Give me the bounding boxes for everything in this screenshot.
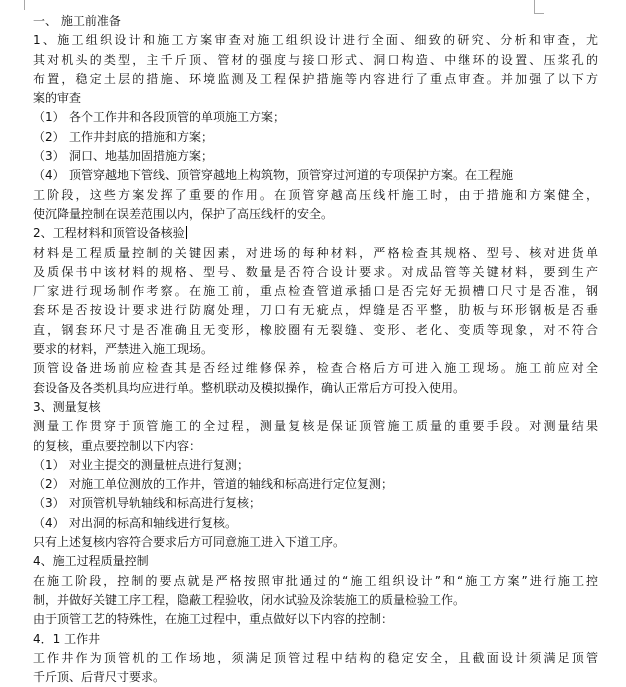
list-item	[33, 147, 598, 166]
page-corner-mark-left	[24, 0, 25, 10]
paragraph-line: 套设备及各类机具均应进行单。整机联动及模拟操作，确认正常后方可投入使用。	[33, 380, 466, 395]
list-item	[33, 166, 598, 185]
paragraph-line: 在施工阶段，控制的要点就是严格按照审批通过的“施工组织设计”和“施工方案”进行施工控	[33, 573, 598, 588]
paragraph-line: 工作井作为顶管机的工作场地，须满足顶管过程中结构的稳定安全，且截面设计须满足顶管	[33, 650, 598, 665]
text-cursor	[186, 226, 187, 239]
list-item	[33, 494, 598, 513]
list-item	[33, 456, 598, 475]
paragraph-line: 厂家进行现场制作考察。在施工前，重点检查管道承插口是否完好无损槽口尺寸是否准，钢	[33, 284, 598, 299]
list-item-text: 对出洞的标高和轴线进行复核。	[69, 515, 238, 530]
paragraph-line: 布置，稳定土层的措施、环境监测及工程保护措施等内容进行了重点审查。并加强了以下方	[33, 71, 598, 86]
list-item-text: 洞口、地基加固措施方案；	[69, 149, 214, 164]
paragraph-line: 由于顶管工艺的特殊性，在施工过程中，重点做好以下内容的控制：	[33, 612, 394, 627]
paragraph-line: 千斤顶、后背尺寸要求。	[33, 670, 166, 685]
paragraph-line: 制，并做好关键工序工程，隐蔽工程验收，闭水试验及涂装施工的质量检验工作。	[33, 592, 466, 607]
paragraph-line: 套环是否按设计要求进行防腐处理，刀口有无疵点，焊缝是否平整，肋板与环形钢板是否垂	[33, 303, 598, 318]
section-heading-1: 一、 施工前准备	[33, 14, 121, 28]
list-item-text: 对施工单位测放的工作井，管道的轴线和标高进行定位复测；	[69, 477, 394, 492]
list-item	[33, 128, 598, 147]
list-item	[33, 108, 598, 127]
paragraph-line: 测量工作贯穿于顶管施工的全过程，测量复核是保证顶管施工质量的重要手段。对测量结果	[33, 419, 598, 434]
section-heading-2-text: 2、工程材料和顶管设备核验	[33, 226, 185, 241]
list-number: （3）	[33, 496, 65, 511]
list-item-text: 各个工作井和各段顶管的单项施工方案；	[69, 110, 286, 125]
paragraph-line: 使沉降量控制在误差范围以内，保护了高压线杆的安全。	[33, 206, 334, 221]
paragraph-line: 材料是工程质量控制的关键因素，对进场的每种材料，严格检查其规格、型号、核对进货单	[33, 245, 598, 260]
list-item-text: 工作井封底的措施和方案；	[69, 129, 214, 144]
list-number: （1）	[33, 457, 65, 472]
subsection-heading-4-1: 4．1 工作井	[33, 631, 101, 646]
list-number: （3）	[33, 149, 65, 164]
list-item	[33, 514, 598, 533]
paragraph-line: 其对机头的类型，主千斤顶、管材的强度与接口形式、洞口构造、中继环的设置、压浆孔的	[33, 52, 598, 67]
paragraph-line: 要求的材料，严禁进入施工现场。	[33, 342, 214, 357]
paragraph-line: 1、施工组织设计和施工方案审查对施工组织设计进行全面、细致的研究、分析和审查，尤	[33, 33, 598, 48]
list-number: （4）	[33, 515, 65, 530]
list-item-text: 顶管穿越地下管线、顶管穿越地上构筑物，顶管穿过河道的专项保护方案。在工程施	[69, 168, 514, 183]
list-number: （1）	[33, 110, 65, 125]
paragraph-line: 顶管设备进场前应检查其是否经过维修保养，检查合格后方可进入施工现场。施工前应对全	[33, 361, 598, 376]
paragraph-line: 案的审查	[33, 91, 82, 106]
list-number: （2）	[33, 129, 65, 144]
list-number: （4）	[33, 168, 65, 183]
paragraph-line: 的复核，重点要控制以下内容：	[33, 438, 202, 453]
section-heading-4: 4、施工过程质量控制	[33, 554, 149, 569]
section-heading-2	[33, 224, 598, 243]
list-item	[33, 475, 598, 494]
paragraph-line: 直，钢套环尺寸是否准确且无变形，橡胶圈有无裂缝、变形、老化、变质等现象，对不符合	[33, 322, 598, 337]
document-body[interactable]	[33, 12, 598, 687]
paragraph-line: 工阶段，这些方案发挥了重要的作用。在顶管穿越高压线杆施工时，由于措施和方案健全，	[33, 187, 598, 202]
list-number: （2）	[33, 477, 65, 492]
list-item-text: 对顶管机导轨轴线和标高进行复核；	[69, 496, 262, 511]
paragraph-line: 及质保书中该材料的规格、型号、数量是否符合设计要求。对成品管等关键材料，要到生产	[33, 264, 598, 279]
section-heading-3: 3、测量复核	[33, 399, 101, 414]
paragraph-line: 只有上述复核内容符合要求后方可同意施工进入下道工序。	[33, 535, 346, 550]
list-item-text: 对业主提交的测量桩点进行复测；	[69, 457, 250, 472]
